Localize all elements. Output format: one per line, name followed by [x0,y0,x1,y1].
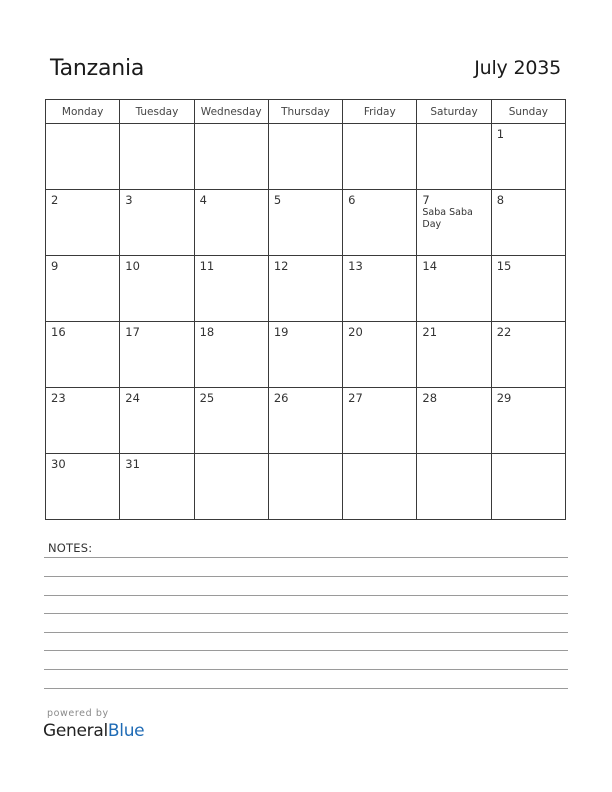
day-cell [194,322,268,388]
day-number: 25 [199,391,215,405]
notes-line [44,595,568,596]
day-number: 8 [496,193,505,207]
day-cell [46,322,120,388]
day-cell [46,190,120,256]
notes-line [44,688,568,689]
day-number: 23 [51,391,66,405]
day-cell [46,124,120,190]
week-row-4 [46,322,566,388]
notes-line [44,632,568,633]
day-cell [120,322,194,388]
day-cell [491,388,565,454]
week-row-2 [46,190,566,256]
day-cell [46,256,120,322]
day-cell [268,454,342,520]
day-number [343,124,416,127]
day-cell [491,454,565,520]
day-number: 16 [51,325,66,339]
country-title: Tanzania [50,56,145,81]
day-number: 31 [125,457,140,471]
notes-line [44,557,568,558]
weekday-friday: Friday [343,100,417,124]
generalblue-logo[interactable] [43,720,144,742]
day-number: 19 [273,325,289,339]
weekday-tuesday: Tuesday [120,100,194,124]
day-number [417,124,490,127]
month-year-title: July 2035 [474,57,561,79]
weekday-saturday: Saturday [417,100,491,124]
day-number: 5 [273,193,282,207]
calendar-grid [45,99,566,520]
holiday-label: Saba Saba Day [422,207,473,230]
day-cell [46,454,120,520]
day-number: 27 [348,391,363,405]
day-number: 17 [125,325,140,339]
week-row-1 [46,124,566,190]
day-number: 20 [348,325,363,339]
day-cell-holiday [417,190,491,256]
day-cell [268,190,342,256]
day-cell [46,388,120,454]
day-number [195,124,268,127]
day-number: 2 [51,193,59,207]
day-cell [491,124,565,190]
day-cell [343,454,417,520]
day-number: 28 [422,391,438,405]
day-cell [343,256,417,322]
notes-line [44,576,568,577]
day-number: 11 [199,259,215,273]
notes-label: NOTES: [48,541,93,555]
day-cell [194,388,268,454]
day-cell [343,190,417,256]
day-number [269,124,342,127]
day-cell [120,256,194,322]
weekday-monday: Monday [46,100,120,124]
notes-line [44,613,568,614]
day-number: 4 [199,193,207,207]
day-number [417,454,490,457]
day-cell [491,190,565,256]
day-cell [417,388,491,454]
day-number: 22 [496,325,512,339]
day-cell [268,256,342,322]
weekday-thursday: Thursday [268,100,342,124]
day-cell [343,388,417,454]
day-number: 30 [51,457,66,471]
day-cell [194,454,268,520]
day-number: 9 [51,259,59,273]
day-cell [120,190,194,256]
day-cell [268,322,342,388]
day-cell [120,454,194,520]
week-row-3 [46,256,566,322]
brand-general-text: General [43,721,108,741]
day-number [492,454,565,457]
week-row-6 [46,454,566,520]
day-number [46,124,119,127]
weekday-sunday: Sunday [491,100,565,124]
day-number: 24 [125,391,140,405]
day-cell [120,124,194,190]
day-number: 14 [422,259,438,273]
weekday-header-row [46,100,566,124]
day-number: 29 [496,391,512,405]
day-cell [194,124,268,190]
day-cell [491,322,565,388]
day-number: 6 [348,193,356,207]
day-number: 13 [348,259,363,273]
day-number [120,124,193,127]
day-cell [194,256,268,322]
day-cell [268,388,342,454]
day-number: 26 [273,391,289,405]
day-number: 15 [496,259,512,273]
day-cell [343,124,417,190]
day-number [269,454,342,457]
brand-blue-text: Blue [107,721,145,741]
day-cell [491,256,565,322]
weekday-wednesday: Wednesday [194,100,268,124]
day-cell [343,322,417,388]
day-cell [268,124,342,190]
day-cell [194,190,268,256]
powered-by-text: powered by [47,708,109,719]
day-cell [417,454,491,520]
day-number: 1 [496,127,505,141]
day-cell [417,322,491,388]
day-cell [120,388,194,454]
day-number: 7 [422,193,430,207]
day-cell [417,124,491,190]
day-number [343,454,416,457]
day-number: 18 [199,325,215,339]
day-number [195,454,268,457]
day-number: 21 [422,325,438,339]
day-number: 12 [273,259,289,273]
notes-line [44,669,568,670]
day-number: 3 [125,193,133,207]
notes-line [44,650,568,651]
day-cell [417,256,491,322]
week-row-5 [46,388,566,454]
day-number: 10 [125,259,140,273]
